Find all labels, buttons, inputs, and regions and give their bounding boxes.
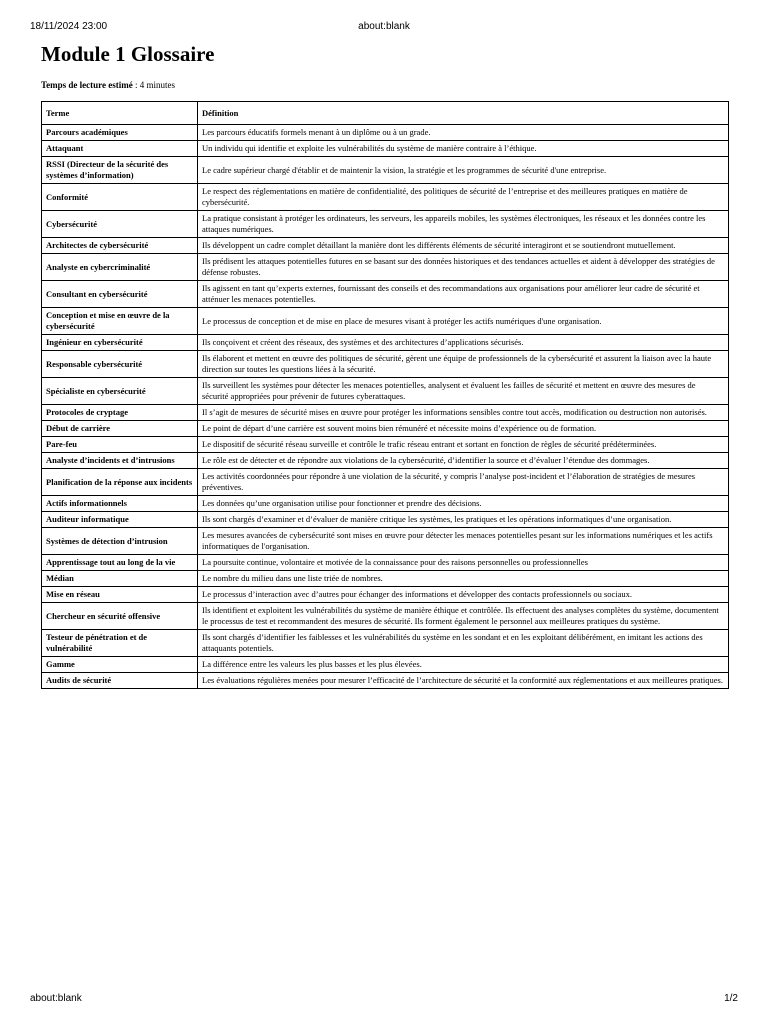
table-row	[42, 437, 729, 453]
term-cell: Analyste d’incidents et d’intrusions	[42, 453, 198, 469]
definition-cell: Ils sont chargés d’identifier les faiblesses et les vulnérabilités du système en les sondant et en les exploitant délibérément, en imitant les actions des attaquants potentiels.	[198, 630, 729, 657]
term-cell: Auditeur informatique	[42, 512, 198, 528]
table-row	[42, 571, 729, 587]
definition-cell: La différence entre les valeurs les plus basses et les plus élevées.	[198, 657, 729, 673]
glossary-body	[42, 125, 729, 689]
table-row	[42, 421, 729, 437]
term-cell: Conformité	[42, 184, 198, 211]
column-header-term: Terme	[42, 102, 198, 125]
definition-cell: Ils agissent en tant qu’experts externes, fournissant des conseils et des recommandations aux organisations pour améliorer leur cadre de sécurité et atténuer les menaces potentielles.	[198, 281, 729, 308]
term-cell: RSSI (Directeur de la sécurité des systèmes d’information)	[42, 157, 198, 184]
table-row	[42, 512, 729, 528]
table-row	[42, 603, 729, 630]
term-cell: Cybersécurité	[42, 211, 198, 238]
definition-cell: Ils élaborent et mettent en œuvre des politiques de sécurité, gèrent une équipe de professionnels de la cybersécurité et assurent la liaison avec la haute direction sur toutes les questions liées à la sécurité.	[198, 351, 729, 378]
term-cell: Attaquant	[42, 141, 198, 157]
term-cell: Planification de la réponse aux incidents	[42, 469, 198, 496]
table-row	[42, 496, 729, 512]
page-number: 1/2	[724, 993, 738, 1004]
print-header	[0, 20, 768, 34]
definition-cell: Ils identifient et exploitent les vulnérabilités du système de manière éthique et contrôlée. Ils effectuent des analyses complètes du système, documentent le processus de test et recommandent des mesures de sécurité. Ils forment également le personnel aux meilleures pratiques du système.	[198, 603, 729, 630]
table-row	[42, 469, 729, 496]
term-cell: Ingénieur en cybersécurité	[42, 335, 198, 351]
term-cell: Responsable cybersécurité	[42, 351, 198, 378]
definition-cell: Ils développent un cadre complet détaillant la manière dont les différents éléments de sécurité interagiront et se soutiendront mutuellement.	[198, 238, 729, 254]
term-cell: Mise en réseau	[42, 587, 198, 603]
term-cell: Architectes de cybersécurité	[42, 238, 198, 254]
table-row	[42, 238, 729, 254]
table-row	[42, 157, 729, 184]
term-cell: Médian	[42, 571, 198, 587]
definition-cell: Les évaluations régulières menées pour mesurer l’efficacité de l’architecture de sécurité et la conformité aux réglementations et aux meilleures pratiques.	[198, 673, 729, 689]
definition-cell: Le processus de conception et de mise en place de mesures visant à protéger les actifs numériques d'une organisation.	[198, 308, 729, 335]
definition-cell: Ils prédisent les attaques potentielles futures en se basant sur des données historiques et des tendances actuelles et aident à développer des stratégies de défense robustes.	[198, 254, 729, 281]
table-row	[42, 453, 729, 469]
reading-time-value: 4 minutes	[139, 80, 175, 90]
glossary-table	[41, 101, 729, 689]
term-cell: Analyste en cybercriminalité	[42, 254, 198, 281]
definition-cell: La pratique consistant à protéger les ordinateurs, les serveurs, les appareils mobiles, les systèmes électroniques, les réseaux et les données contre les attaques numériques.	[198, 211, 729, 238]
definition-cell: Le cadre supérieur chargé d'établir et de maintenir la vision, la stratégie et les programmes de sécurité d'une entreprise.	[198, 157, 729, 184]
definition-cell: Le nombre du milieu dans une liste triée de nombres.	[198, 571, 729, 587]
term-cell: Audits de sécurité	[42, 673, 198, 689]
definition-cell: Les mesures avancées de cybersécurité sont mises en œuvre pour détecter les menaces potentielles pesant sur les informations numériques et les actifs informatiques de l'organisation.	[198, 528, 729, 555]
table-row	[42, 378, 729, 405]
term-cell: Parcours académiques	[42, 125, 198, 141]
table-row	[42, 125, 729, 141]
table-row	[42, 254, 729, 281]
term-cell: Testeur de pénétration et de vulnérabilité	[42, 630, 198, 657]
print-footer	[0, 992, 768, 1006]
definition-cell: Il s’agit de mesures de sécurité mises en œuvre pour protéger les informations sensibles contre tout accès, modification ou destruction non autorisés.	[198, 405, 729, 421]
reading-time-separator: :	[132, 80, 140, 90]
definition-cell: Le respect des réglementations en matière de confidentialité, des politiques de sécurité de l’entreprise et des meilleures pratiques en matière de cybersécurité.	[198, 184, 729, 211]
definition-cell: Les parcours éducatifs formels menant à un diplôme ou à un grade.	[198, 125, 729, 141]
table-row	[42, 184, 729, 211]
table-row	[42, 211, 729, 238]
term-cell: Chercheur en sécurité offensive	[42, 603, 198, 630]
table-row	[42, 587, 729, 603]
term-cell: Protocoles de cryptage	[42, 405, 198, 421]
footer-url: about:blank	[30, 993, 82, 1004]
table-row	[42, 281, 729, 308]
term-cell: Consultant en cybersécurité	[42, 281, 198, 308]
page-title: Module 1 Glossaire	[41, 42, 215, 66]
definition-cell: Les données qu’une organisation utilise pour fonctionner et prendre des décisions.	[198, 496, 729, 512]
term-cell: Apprentissage tout au long de la vie	[42, 555, 198, 571]
column-header-definition: Définition	[198, 102, 729, 125]
definition-cell: Ils conçoivent et créent des réseaux, des systèmes et des architectures d’applications sécurisés.	[198, 335, 729, 351]
term-cell: Pare-feu	[42, 437, 198, 453]
term-cell: Gamme	[42, 657, 198, 673]
definition-cell: Les activités coordonnées pour répondre à une violation de la sécurité, y compris l’analyse post-incident et l’élaboration de stratégies de mesures préventives.	[198, 469, 729, 496]
term-cell: Actifs informationnels	[42, 496, 198, 512]
reading-time	[41, 79, 175, 91]
print-url: about:blank	[358, 21, 410, 32]
table-row	[42, 308, 729, 335]
term-cell: Début de carrière	[42, 421, 198, 437]
table-row	[42, 405, 729, 421]
definition-cell: Le rôle est de détecter et de répondre aux violations de la cybersécurité, d’identifier la source et d’évaluer l’étendue des dommages.	[198, 453, 729, 469]
table-row	[42, 335, 729, 351]
term-cell: Conception et mise en œuvre de la cybersécurité	[42, 308, 198, 335]
table-row	[42, 630, 729, 657]
definition-cell: Ils sont chargés d’examiner et d’évaluer de manière critique les systèmes, les pratiques et les opérations informatiques d’une organisation.	[198, 512, 729, 528]
definition-cell: Un individu qui identifie et exploite les vulnérabilités du système de manière contraire à l’éthique.	[198, 141, 729, 157]
print-datetime: 18/11/2024 23:00	[30, 21, 108, 32]
reading-time-label: Temps de lecture estimé	[41, 80, 133, 90]
definition-cell: Ils surveillent les systèmes pour détecter les menaces potentielles, analysent et évaluent les failles de sécurité et mettent en œuvre des mesures de sécurité appropriées pour prévenir de futures cyberattaques.	[198, 378, 729, 405]
definition-cell: Le dispositif de sécurité réseau surveille et contrôle le trafic réseau entrant et sortant en fonction de règles de sécurité prédéterminées.	[198, 437, 729, 453]
definition-cell: Le point de départ d’une carrière est souvent moins bien rémunéré et nécessite moins d’expérience ou de formation.	[198, 421, 729, 437]
table-row	[42, 351, 729, 378]
table-row	[42, 673, 729, 689]
table-row	[42, 555, 729, 571]
table-row	[42, 528, 729, 555]
term-cell: Systèmes de détection d’intrusion	[42, 528, 198, 555]
table-row	[42, 657, 729, 673]
term-cell: Spécialiste en cybersécurité	[42, 378, 198, 405]
definition-cell: Le processus d’interaction avec d’autres pour échanger des informations et développer des contacts professionnels ou sociaux.	[198, 587, 729, 603]
definition-cell: La poursuite continue, volontaire et motivée de la connaissance pour des raisons personnelles ou professionnelles	[198, 555, 729, 571]
table-header-row	[42, 102, 729, 125]
table-row	[42, 141, 729, 157]
